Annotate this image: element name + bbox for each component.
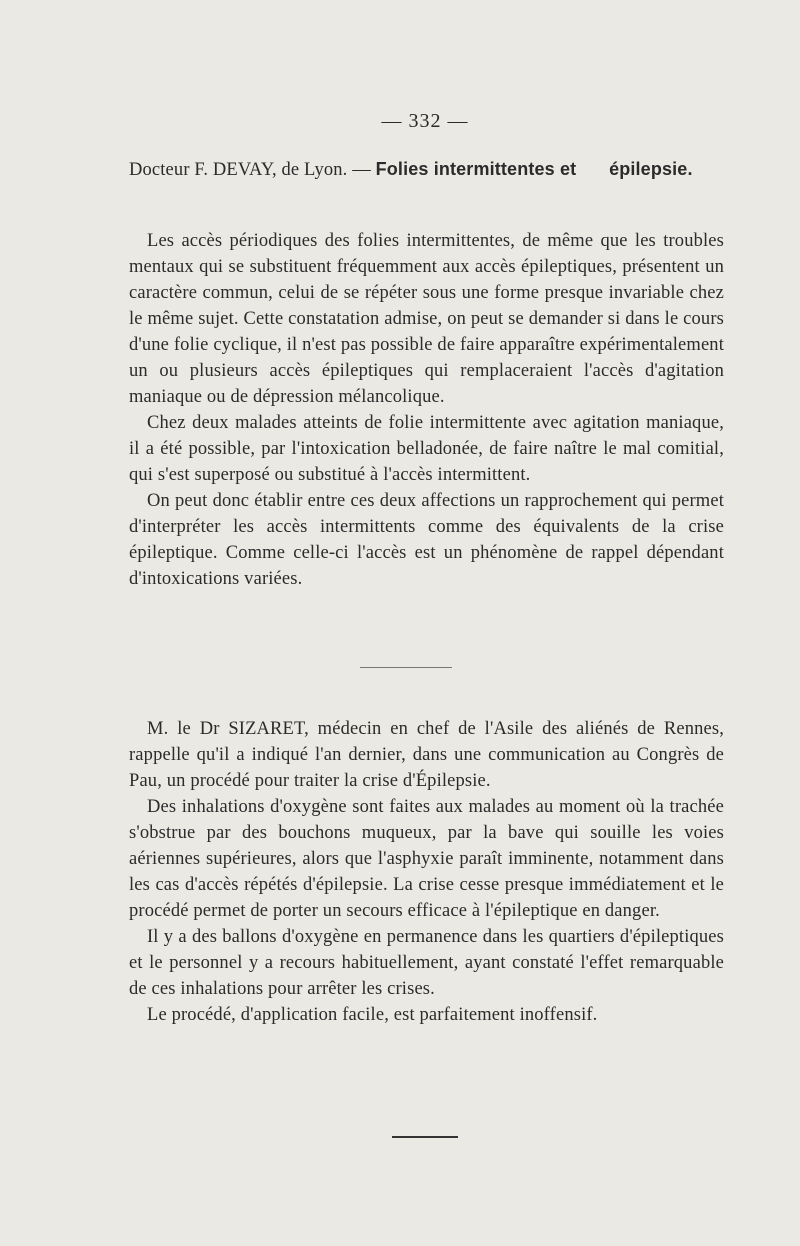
paragraph: Il y a des ballons d'oxygène en permanence dans les quartiers d'épileptiques et le personnel y a recours habituellement, ayant constaté l'effet remarquable de ces inhalations pour arrêter les crises. [129,927,724,999]
paragraph: On peut donc établir entre ces deux affections un rapprochement qui permet d'interpréter les accès intermittents comme des équivalents de la crise épileptique. Comme celle-ci l'accès est un phénomène de rappel dépendant d'intoxications variées. [129,491,724,589]
paragraph: Les accès périodiques des folies intermittentes, de même que les troubles mentaux qui se substituent fréquemment aux accès épileptiques, présentent un caractère commun, celui de se répéter sous une forme presque invariable chez le même sujet. Cette constatation admise, on peut se demander si dans le cours d'une folie cyclique, il n'est pas possible de faire apparaître expérimentalement un ou plusieurs accès épileptiques qui remplaceraient l'accès d'agitation maniaque ou de dépression mélancolique. [129,231,724,407]
section-devay [129,228,724,592]
article-header [129,156,724,183]
paragraph: Des inhalations d'oxygène sont faites aux malades au moment où la trachée s'obstrue par des bouchons muqueux, par la bave qui souille les voies aériennes supérieures, alors que l'asphyxie paraît imminente, notamment dans les cas d'accès répétés d'épilepsie. La crise cesse presque immédiatement et le procédé permet de porter un secours efficace à l'épileptique en danger. [129,797,724,921]
paragraph: M. le Dr SIZARET, médecin en chef de l'Asile des aliénés de Rennes, rappelle qu'il a indiqué l'an dernier, dans une communication au Congrès de Pau, un procédé pour traiter la crise d'Épilepsie. [129,719,724,791]
section-sizaret [129,716,724,1028]
header-line [129,156,724,183]
article-title-part2: épilepsie. [609,159,693,179]
article-title-part1: Folies intermittentes et [375,159,577,179]
paragraph: Le procédé, d'application facile, est parfaitement inoffensif. [147,1005,598,1025]
end-divider [392,1136,458,1138]
page-number: — 332 — [381,110,469,132]
paragraph: Chez deux malades atteints de folie intermittente avec agitation maniaque, il a été possible, par l'intoxication belladonée, de faire naître le mal comitial, qui s'est superposé ou substitué à l'accès intermittent. [129,413,724,485]
section-divider [360,667,452,668]
author-line: Docteur F. DEVAY, de Lyon. — [129,160,371,180]
